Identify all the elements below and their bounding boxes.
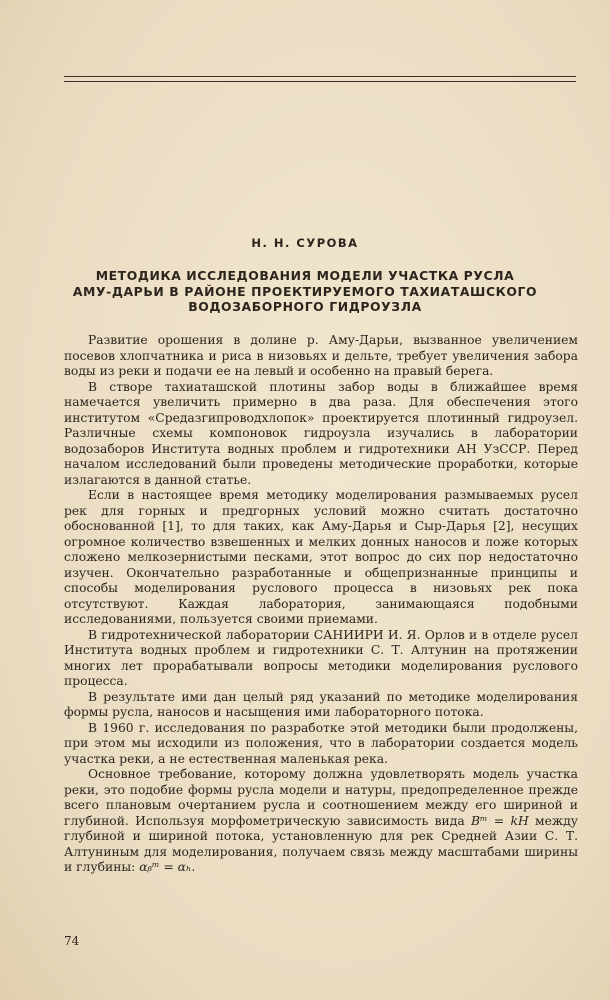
paragraph: В 1960 г. исследования по разработке этой методики были продолжены, при этом мы исходили из положения, что в лаборатории создается модель участка реки, а не естественная маленькая река. xyxy=(64,720,578,766)
header-rule-bottom xyxy=(64,81,576,82)
title-line-1: МЕТОДИКА ИССЛЕДОВАНИЯ МОДЕЛИ УЧАСТКА РУСЛА xyxy=(95,268,515,283)
formula-scale: αᵦᵐ = αₕ xyxy=(139,860,192,874)
title-line-2: АМУ-ДАРЬИ В РАЙОНЕ ПРОЕКТИРУЕМОГО ТАХИАТАШСКОГО xyxy=(72,283,538,299)
paragraph-with-formulas xyxy=(64,767,578,876)
paragraph: В гидротехнической лаборатории САНИИРИ И. Я. Орлов и в отделе русел Института водных проблем и гидротехники С. Т. Алтунин на протяжении многих лет прорабатывали вопросы методики моделирования руслового процесса. xyxy=(64,627,578,688)
paragraph-text: . xyxy=(191,860,196,874)
paragraph-text: Основное требование, которому должна удовлетворять модель участка реки, это подобие формы русла модели и натуры, предопределенное прежде всего плановым очертанием русла и соотношением между его шириной и глубиной. Используя морфометрическую зависимость вида xyxy=(64,767,578,828)
title-line-3: ВОДОЗАБОРНОГО ГИДРОУЗЛА xyxy=(188,299,422,314)
page-number: 74 xyxy=(64,934,80,948)
paragraph: В результате ими дан целый ряд указаний по методике моделирования формы русла, наносов и насыщения ими лабораторного потока. xyxy=(64,689,578,719)
formula-morphometric: Bᵐ = kH xyxy=(470,813,529,828)
article-body xyxy=(64,333,578,876)
author-name: Н. Н. СУРОВА xyxy=(251,236,359,250)
paragraph: Развитие орошения в долине р. Аму-Дарьи, вызванное увеличением посевов хлопчатника и риса в низовьях и дельте, требует увеличения забора воды из реки и подачи ее на левый и особенно на правый берега. xyxy=(64,333,578,378)
paragraph: В створе тахиаташской плотины забор воды в ближайшее время намечается увеличить примерно в два раза. Для обеспечения этого институтом «Средазгипроводхлопок» проектируется плотинный гидроузел. Различные схемы компоновок гидроузла изучались в лаборатории водозаборов Института водных проблем и гидротехники АН УзССР. Перед началом исследований были проведены методические проработки, которые излагаются в данной статье. xyxy=(64,379,578,487)
paragraph-text: между глубиной и шириной потока, установленную для рек Средней Азии С. Т. Алтуниным для моделирования, получаем связь между масштабами ширины и глубины: xyxy=(64,813,578,874)
article-title xyxy=(40,268,570,315)
header-rule-top xyxy=(64,76,576,77)
paragraph: Если в настоящее время методику моделирования размываемых русел рек для горных и предгорных условий можно считать достаточно обоснованной [1], то для таких, как Аму-Дарья и Сыр-Дарья [2], несущих огромное количество взвешенных и мелких донных наносов и ложе которых сложено мелкозернистыми песками, этот вопрос до сих пор недостаточно изучен. Окончательно разработанные и общепризнанные принципы и способы моделирования руслового процесса в низовьях рек пока отсутствуют. Каждая лаборатория, занимающаяся подобными исследованиями, пользуется своими приемами. xyxy=(64,488,578,626)
